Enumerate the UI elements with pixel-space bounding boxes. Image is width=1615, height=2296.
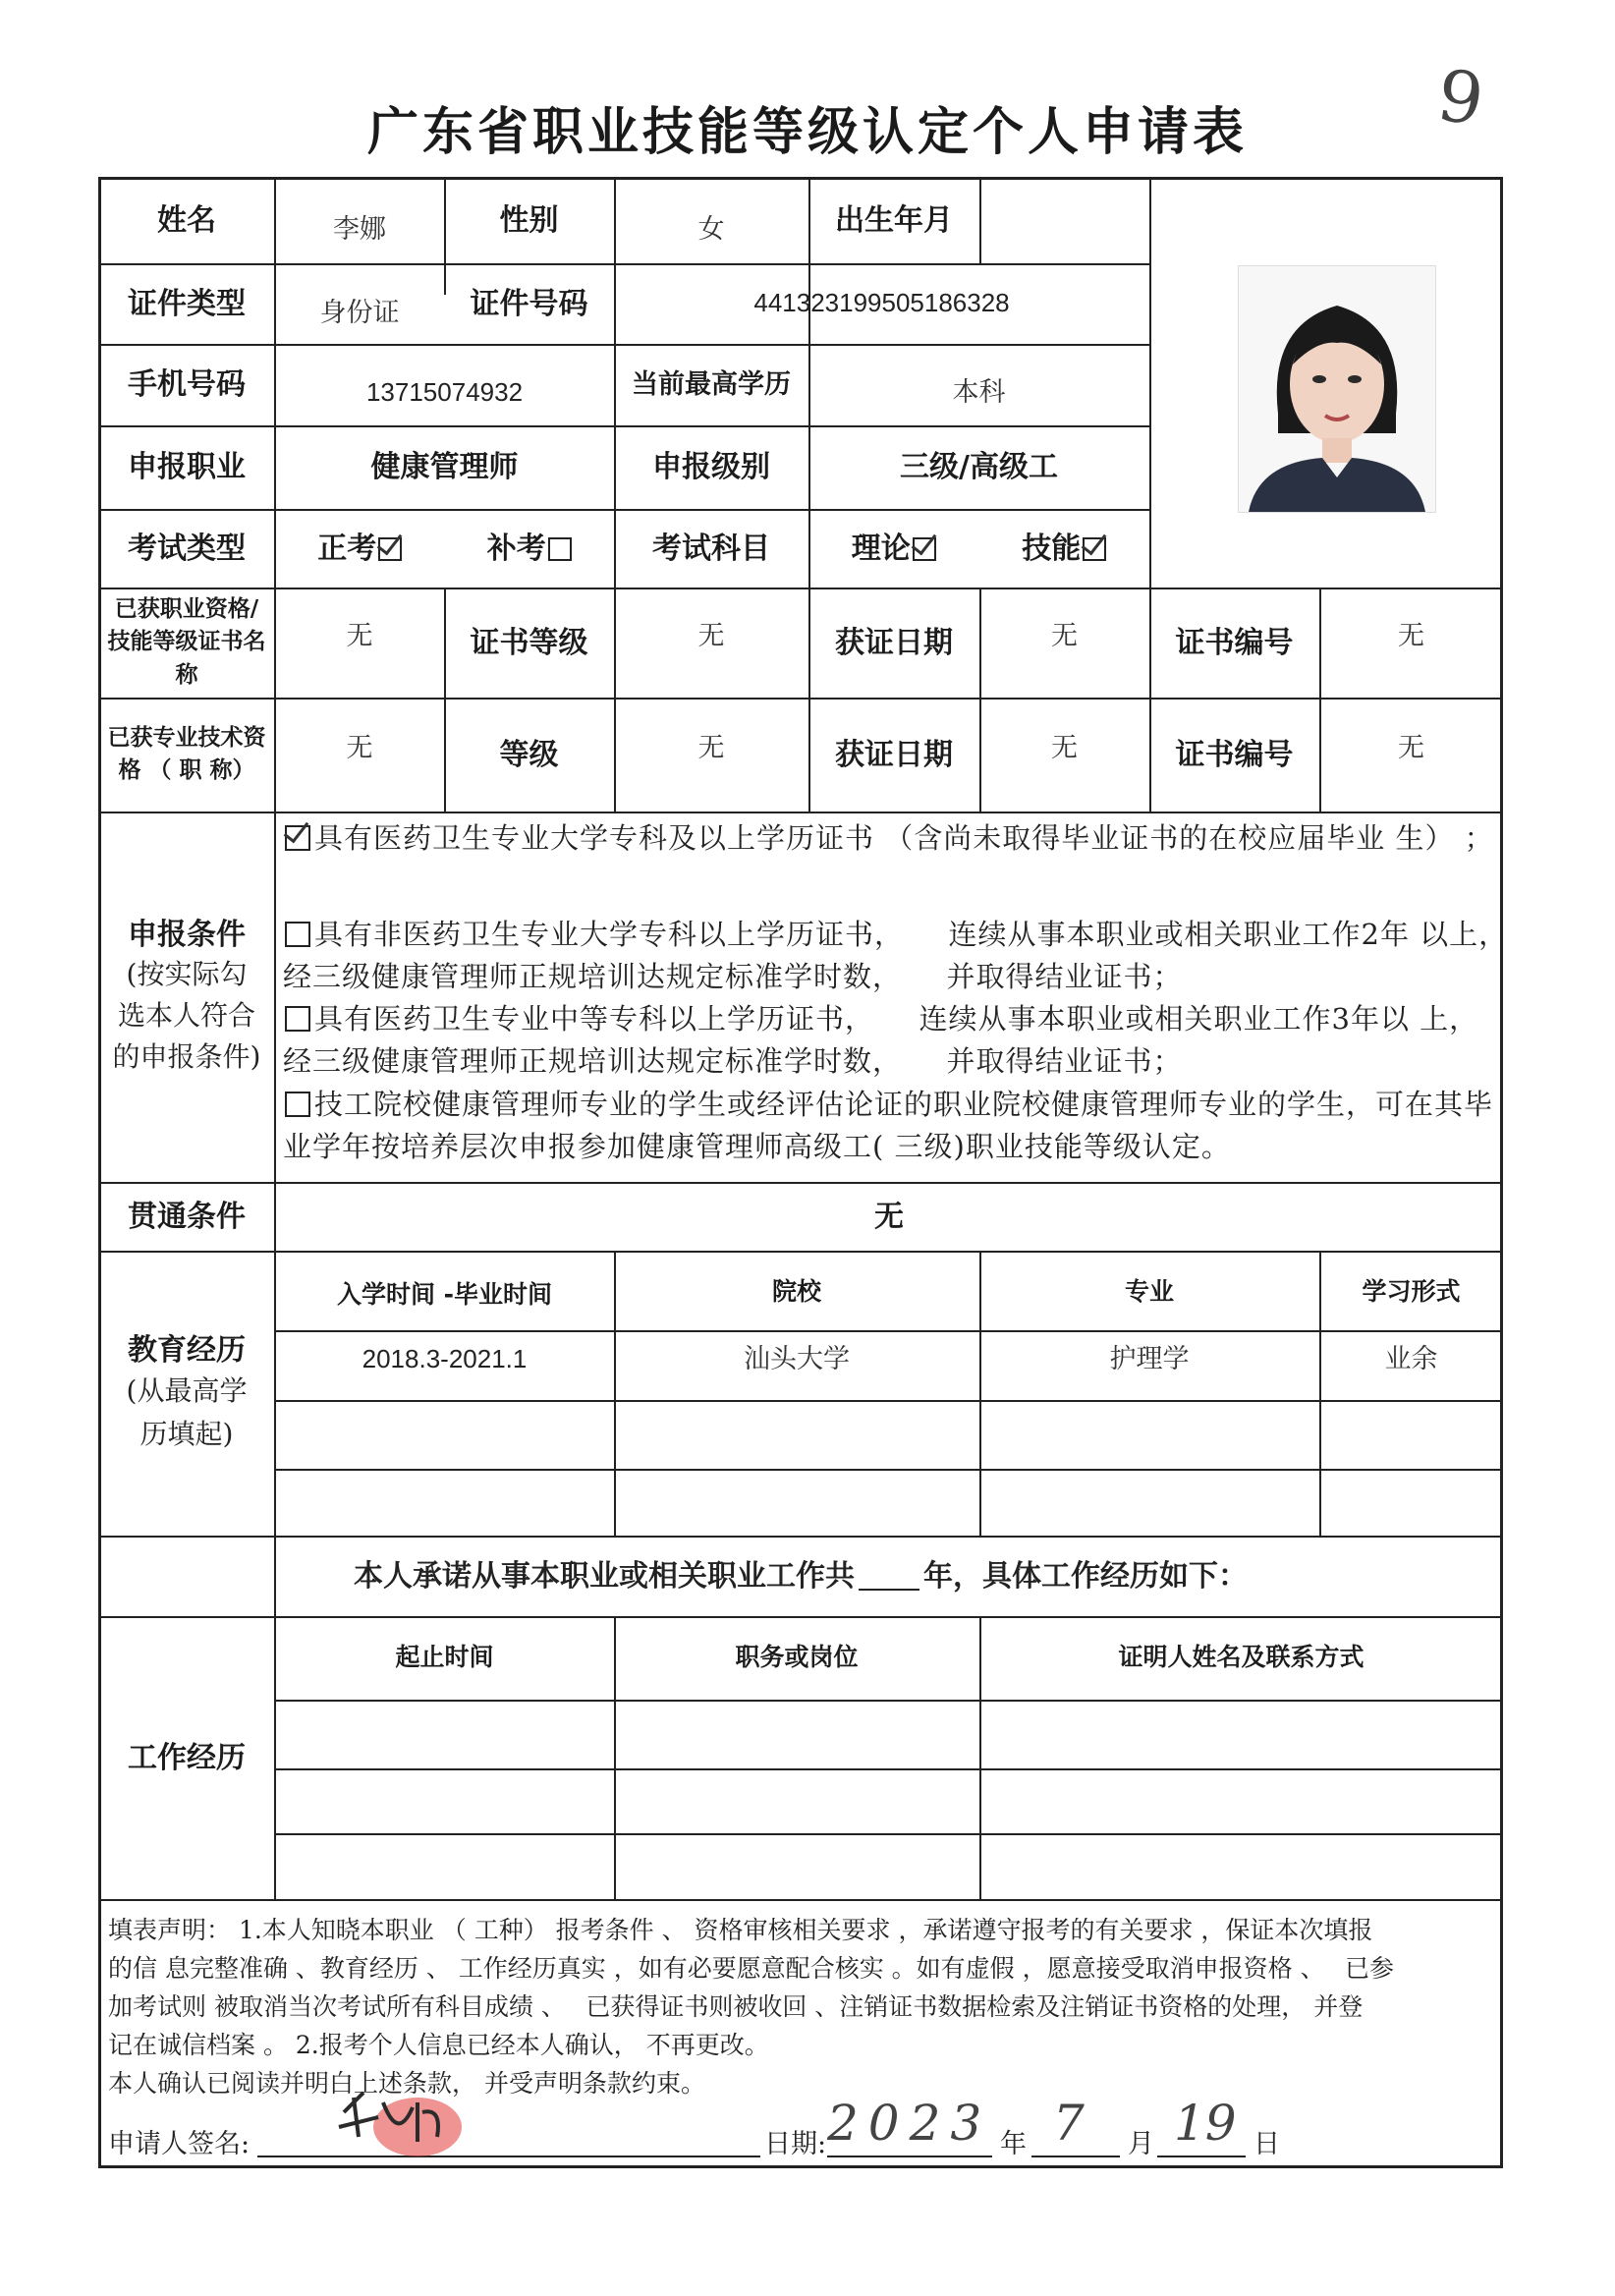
- subject-label: 考试科目: [652, 531, 770, 566]
- exam-type-label: 考试类型: [128, 531, 246, 566]
- signature-month: 7: [1053, 2095, 1085, 2152]
- idno-label: 证件号码: [470, 286, 588, 321]
- work-header-position: 职务或岗位: [735, 1643, 859, 1672]
- month-unit: 月: [1128, 2129, 1154, 2159]
- conditions-sublabel: (按实际勾 选本人符合 的申报条件): [112, 958, 261, 1073]
- work-years-blank[interactable]: [859, 1561, 919, 1591]
- qualification-no-value: 无: [1398, 621, 1424, 652]
- exam-type-regular-option[interactable]: 正考: [317, 530, 402, 568]
- declaration-line: 填表声明： 1.本人知晓本职业 （ 工种） 报考条件 、 资格审核相关要求 ，承诺遵守报考的有关要求 ，保证本次填报: [108, 1916, 1373, 1944]
- declaration-line: 加考试则 被取消当次考试所有科目成绩 、 已获得证书则被收回 、注销证书数据检索及注销证书资格的处理， 并登: [108, 1992, 1364, 2021]
- declaration-line: 的信 息完整准确 、教育经历 、 工作经历真实 ，如有必要愿意配合核实 。如有虚假 ，愿意接受取消申报资格 、 已参: [108, 1954, 1395, 1983]
- work-header-reference: 证明人姓名及联系方式: [1118, 1643, 1364, 1672]
- idtype-label: 证件类型: [128, 286, 246, 321]
- exam-type-options: [275, 509, 614, 588]
- applicant-photo: [1238, 265, 1436, 513]
- conditions-label-cell: [98, 812, 275, 1182]
- education-row-mode: 业余: [1384, 1344, 1438, 1375]
- subject-theory-option[interactable]: 理论: [852, 530, 936, 568]
- education-label: 教育经历: [128, 1332, 246, 1368]
- name-value: 李娜: [333, 214, 386, 246]
- qualification-label: 已获职业资格/技能等级证书名称: [107, 595, 266, 688]
- subject-skill-checkbox[interactable]: [1083, 537, 1106, 561]
- education-sublabel: (从最高学 历填起): [126, 1373, 248, 1450]
- name-label: 姓名: [157, 202, 216, 238]
- condition-1-checkbox[interactable]: [285, 825, 310, 851]
- birth-label: 出生年月: [835, 202, 953, 238]
- subject-theory-checkbox[interactable]: [913, 537, 936, 561]
- idno-value: 441323199505186328: [753, 288, 1010, 318]
- condition-item-4[interactable]: 技工院校健康管理师专业的学生或经评估论证的职业院校健康管理师专业的学生，可在其毕业学年按培养层次申报参加健康管理师高级工( 三级)职业技能等级认定。: [283, 1088, 1494, 1163]
- title-date-label: 获证日期: [835, 737, 953, 772]
- phone-value: 13715074932: [365, 376, 524, 407]
- title-no-value: 无: [1398, 733, 1424, 764]
- condition-item-3[interactable]: 具有医药卫生专业中等专科以上学历证书， 连续从事本职业或相关职业工作3年以 上， 经三级健康管理师正规培训达规定标准学时数， 并取得结业证书；: [283, 1002, 1524, 1078]
- pathway-label: 贯通条件: [128, 1199, 246, 1234]
- applicant-signature: [324, 2083, 472, 2161]
- work-header-period: 起止时间: [395, 1643, 494, 1672]
- page-number-mark: 9: [1432, 53, 1489, 141]
- title-no-label: 证书编号: [1175, 737, 1294, 772]
- qualification-grade-value: 无: [697, 621, 725, 652]
- phone-label: 手机号码: [128, 367, 246, 402]
- pathway-value: 无: [874, 1199, 904, 1234]
- gender-value: 女: [697, 214, 725, 246]
- condition-4-checkbox[interactable]: [285, 1092, 310, 1117]
- condition-2-checkbox[interactable]: [285, 922, 310, 947]
- education-header-school: 院校: [771, 1277, 821, 1307]
- title-date-value: 无: [1051, 733, 1078, 764]
- subject-options: [808, 509, 1149, 588]
- signature-year: 2023: [827, 2095, 992, 2152]
- title-grade-value: 无: [697, 733, 725, 764]
- edu-label: 当前最高学历: [632, 368, 791, 400]
- education-label-cell: [98, 1251, 275, 1536]
- level-label: 申报级别: [652, 450, 770, 484]
- condition-item-1[interactable]: 具有医药卫生专业大学专科及以上学历证书 （含尚未取得毕业证书的在校应届毕业 生） ；: [283, 817, 1501, 860]
- level-value: 三级/高级工: [900, 450, 1058, 484]
- declaration-line: 本人确认已阅读并明白上述条款， 并受声明条款约束。: [108, 2069, 705, 2098]
- qualification-no-label: 证书编号: [1175, 625, 1294, 660]
- birth-value: [979, 177, 1149, 263]
- subject-skill-option[interactable]: 技能: [1022, 530, 1106, 568]
- title-grade-label: 等级: [499, 737, 559, 772]
- work-pledge: 本人承诺从事本职业或相关职业工作共 年，具体工作经历如下：: [354, 1558, 1248, 1594]
- gender-label: 性别: [499, 202, 559, 238]
- year-unit: 年: [1000, 2129, 1027, 2159]
- title-name-value: 无: [346, 733, 373, 764]
- exam-type-regular-checkbox[interactable]: [378, 537, 402, 561]
- sign-label: 申请人签名:: [108, 2129, 251, 2159]
- qualification-name-value: 无: [346, 621, 373, 652]
- signature-day: 19: [1174, 2095, 1237, 2152]
- education-header-period: 入学时间 -毕业时间: [336, 1280, 553, 1310]
- day-unit: 日: [1253, 2129, 1280, 2159]
- qualification-date-label: 获证日期: [835, 625, 953, 660]
- work-label: 工作经历: [128, 1740, 246, 1775]
- education-row-school: 汕头大学: [744, 1344, 850, 1375]
- condition-item-2[interactable]: 具有非医药卫生专业大学专科以上学历证书， 连续从事本职业或相关职业工作2年 以上， 经三级健康管理师正规培训达规定标准学时数， 并取得结业证书；: [283, 918, 1553, 993]
- date-label: 日期:: [764, 2129, 827, 2159]
- declaration: [108, 1911, 1493, 2102]
- exam-type-makeup-option[interactable]: 补考: [487, 530, 572, 568]
- qualification-grade-label: 证书等级: [470, 625, 588, 660]
- form-title: 广东省职业技能等级认定个人申请表: [366, 103, 1248, 162]
- education-header-major: 专业: [1124, 1277, 1174, 1307]
- edu-value: 本科: [952, 376, 1006, 408]
- idtype-value: 身份证: [319, 298, 400, 329]
- education-row-period: 2018.3-2021.1: [362, 1344, 528, 1374]
- qualification-date-value: 无: [1051, 621, 1078, 652]
- exam-type-makeup-checkbox[interactable]: [548, 537, 572, 561]
- education-header-mode: 学习形式: [1362, 1277, 1461, 1307]
- title-label: 已获专业技术资格 （ 职 称）: [107, 724, 266, 783]
- education-row-major: 护理学: [1109, 1344, 1190, 1375]
- occupation-label: 申报职业: [128, 450, 246, 484]
- condition-3-checkbox[interactable]: [285, 1006, 310, 1032]
- declaration-line: 记在诚信档案 。 2.报考个人信息已经本人确认， 不再更改。: [108, 2031, 769, 2059]
- occupation-value: 健康管理师: [370, 450, 519, 484]
- conditions-label: 申报条件: [128, 918, 246, 952]
